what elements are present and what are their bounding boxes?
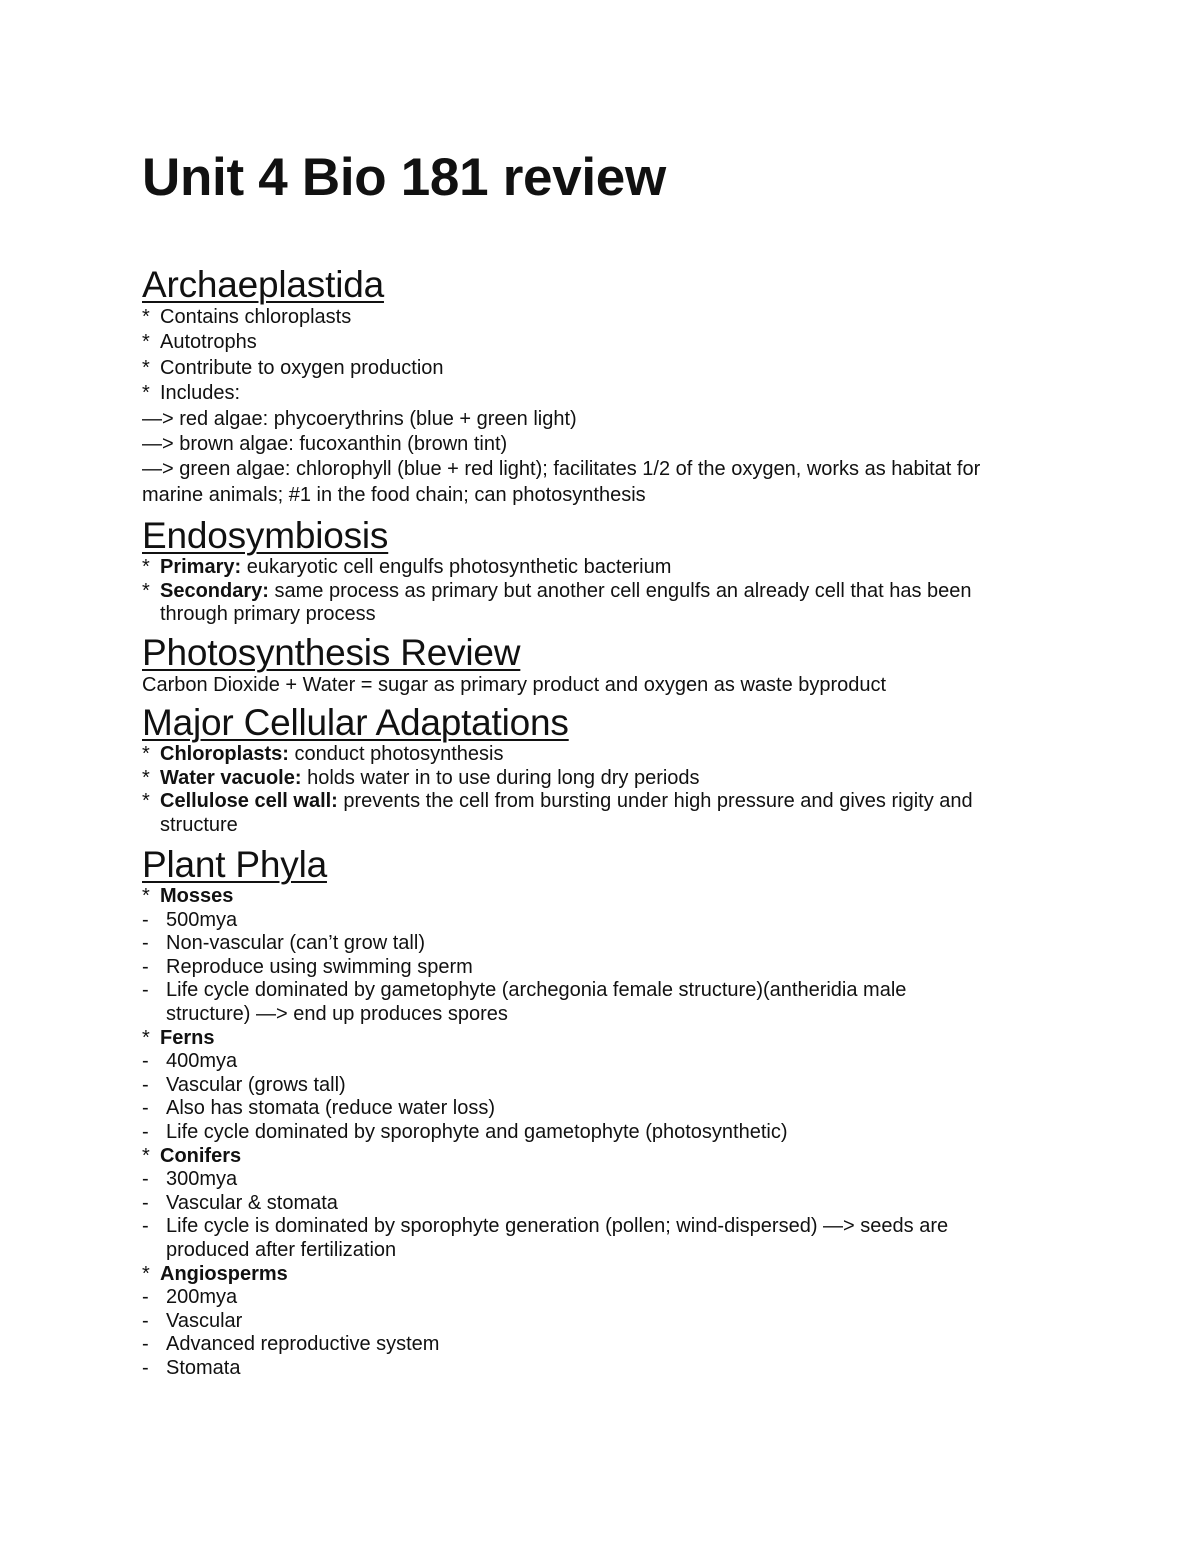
detail-line: Non-vascular (can’t grow tall) [166, 932, 425, 955]
phylum-heading [142, 1027, 1062, 1051]
term-label: Primary: [160, 556, 242, 578]
phylum-detail-item [142, 1097, 1062, 1121]
bullet-marker: * [142, 556, 150, 578]
bullet-item: * Autotrophs [142, 330, 1062, 355]
detail-line: Vascular & stomata [166, 1191, 338, 1214]
phylum-detail-item [142, 909, 1062, 933]
detail-line: Stomata [166, 1356, 241, 1379]
dash-marker: - [142, 1073, 149, 1096]
bullet-item: * Secondary: same process as primary but another cell engulfs an already cell that has been through primary process [142, 579, 972, 626]
detail-line: Also has stomata (reduce water loss) [166, 1097, 496, 1120]
phylum-detail-item [142, 1310, 1062, 1334]
phylum-heading [142, 885, 1062, 909]
arrow-line: —> green algae: chlorophyll (blue + red light); facilitates 1/2 of the oxygen, works as habitat for [142, 458, 981, 481]
phylum-detail-item [142, 1357, 1062, 1381]
dash-marker: - [142, 1356, 149, 1379]
phylum-detail-item [142, 1286, 1062, 1310]
detail-line: 400mya [166, 1050, 238, 1073]
section-major-cellular-adaptations [142, 703, 1062, 837]
phylum-heading [142, 1263, 1062, 1287]
arrow-line-continuation: marine animals; #1 in the food chain; can photosynthesis [142, 483, 646, 506]
bullet-item: * Contribute to oxygen production [142, 356, 1062, 381]
phylum-detail-item [142, 1215, 1062, 1262]
section-endosymbiosis [142, 516, 1062, 627]
bullet-marker: * [142, 885, 150, 907]
dash-marker: - [142, 1191, 149, 1214]
detail-line: Advanced reproductive system [166, 1333, 440, 1356]
bullet-marker: * [142, 382, 150, 405]
bullet-marker: * [142, 743, 150, 765]
bullet-marker: * [142, 1262, 150, 1285]
dash-marker: - [142, 1120, 149, 1143]
dash-marker: - [142, 908, 149, 931]
detail-line: produced after fertilization [166, 1238, 397, 1261]
bullet-item: * Chloroplasts: conduct photosynthesis [142, 743, 504, 765]
phylum-detail-item [142, 1333, 1062, 1357]
dash-marker: - [142, 1215, 149, 1238]
bullet-marker: * [142, 306, 150, 328]
section-archaeplastida [142, 265, 1062, 508]
dash-marker: - [142, 1286, 149, 1309]
dash-marker: - [142, 1309, 149, 1332]
term-label: Cellulose cell wall: [160, 790, 338, 813]
bullet-item: * Cellulose cell wall: prevents the cell from bursting under high pressure and gives rigity and structure [142, 790, 973, 836]
dash-marker: - [142, 1333, 149, 1356]
dash-marker: - [142, 979, 149, 1002]
phylum-detail-item [142, 932, 1062, 956]
bullet-item: * Includes: [142, 381, 1062, 406]
detail-line: Life cycle is dominated by sporophyte generation (pollen; wind-dispersed) —> seeds are [166, 1215, 949, 1238]
term-label: Water vacuole: [160, 766, 302, 789]
dash-marker: - [142, 955, 149, 978]
body-text: Carbon Dioxide + Water = sugar as primary product and oxygen as waste byproduct [142, 674, 887, 696]
phylum-heading [142, 1145, 1062, 1169]
section-heading-archaeplastida: Archaeplastida [142, 264, 384, 305]
bullet-marker: * [142, 766, 150, 789]
detail-line: 500mya [166, 908, 238, 931]
bullet-item: * Water vacuole: holds water in to use during long dry periods [142, 766, 700, 789]
section-heading-adaptations: Major Cellular Adaptations [142, 702, 569, 743]
phylum-detail-item [142, 1050, 1062, 1074]
dash-marker: - [142, 1050, 149, 1073]
section-heading-plant-phyla: Plant Phyla [142, 844, 327, 885]
term-label: Secondary: [160, 579, 269, 602]
detail-line: Life cycle dominated by sporophyte and gametophyte (photosynthetic) [166, 1120, 788, 1143]
bullet-item: * Contains chloroplasts [142, 305, 1062, 330]
phyla-groups [142, 885, 1062, 1380]
phylum-detail-item [142, 956, 1062, 980]
phylum-detail-item [142, 979, 1062, 1026]
section-plant-phyla [142, 845, 1062, 1380]
dash-marker: - [142, 1168, 149, 1191]
phylum-name: Conifers [160, 1144, 242, 1167]
bullet-marker: * [142, 1026, 150, 1049]
phylum-detail-item [142, 1074, 1062, 1098]
detail-line: 300mya [166, 1168, 238, 1191]
page-title: Unit 4 Bio 181 review [142, 148, 666, 207]
dash-marker: - [142, 1097, 149, 1120]
phylum-detail-item [142, 1121, 1062, 1145]
arrow-line: —> red algae: phycoerythrins (blue + green light) [142, 407, 577, 430]
bullet-marker: * [142, 331, 150, 354]
phylum-detail-item [142, 1192, 1062, 1216]
bullet-marker: * [142, 356, 150, 379]
detail-line: 200mya [166, 1286, 238, 1309]
bullet-marker: * [142, 790, 150, 813]
section-heading-photosynthesis: Photosynthesis Review [142, 632, 521, 673]
bullet-marker: * [142, 579, 150, 602]
detail-line: Vascular [166, 1309, 243, 1332]
section-heading-endosymbiosis: Endosymbiosis [142, 515, 389, 556]
section-photosynthesis-review [142, 633, 1062, 698]
term-label: Chloroplasts: [160, 743, 289, 765]
detail-line: Vascular (grows tall) [166, 1073, 346, 1096]
bullet-marker: * [142, 1144, 150, 1167]
phylum-name: Angiosperms [160, 1262, 288, 1285]
detail-line: Reproduce using swimming sperm [166, 955, 473, 978]
bullet-item: * Primary: eukaryotic cell engulfs photosynthetic bacterium [142, 556, 672, 578]
detail-line: Life cycle dominated by gametophyte (archegonia female structure)(antheridia male [166, 979, 907, 1002]
phylum-detail-item [142, 1168, 1062, 1192]
phylum-name: Mosses [160, 885, 234, 907]
dash-marker: - [142, 932, 149, 955]
phylum-name: Ferns [160, 1026, 215, 1049]
arrow-line: —> brown algae: fucoxanthin (brown tint) [142, 433, 508, 456]
detail-line: structure) —> end up produces spores [166, 1002, 508, 1025]
